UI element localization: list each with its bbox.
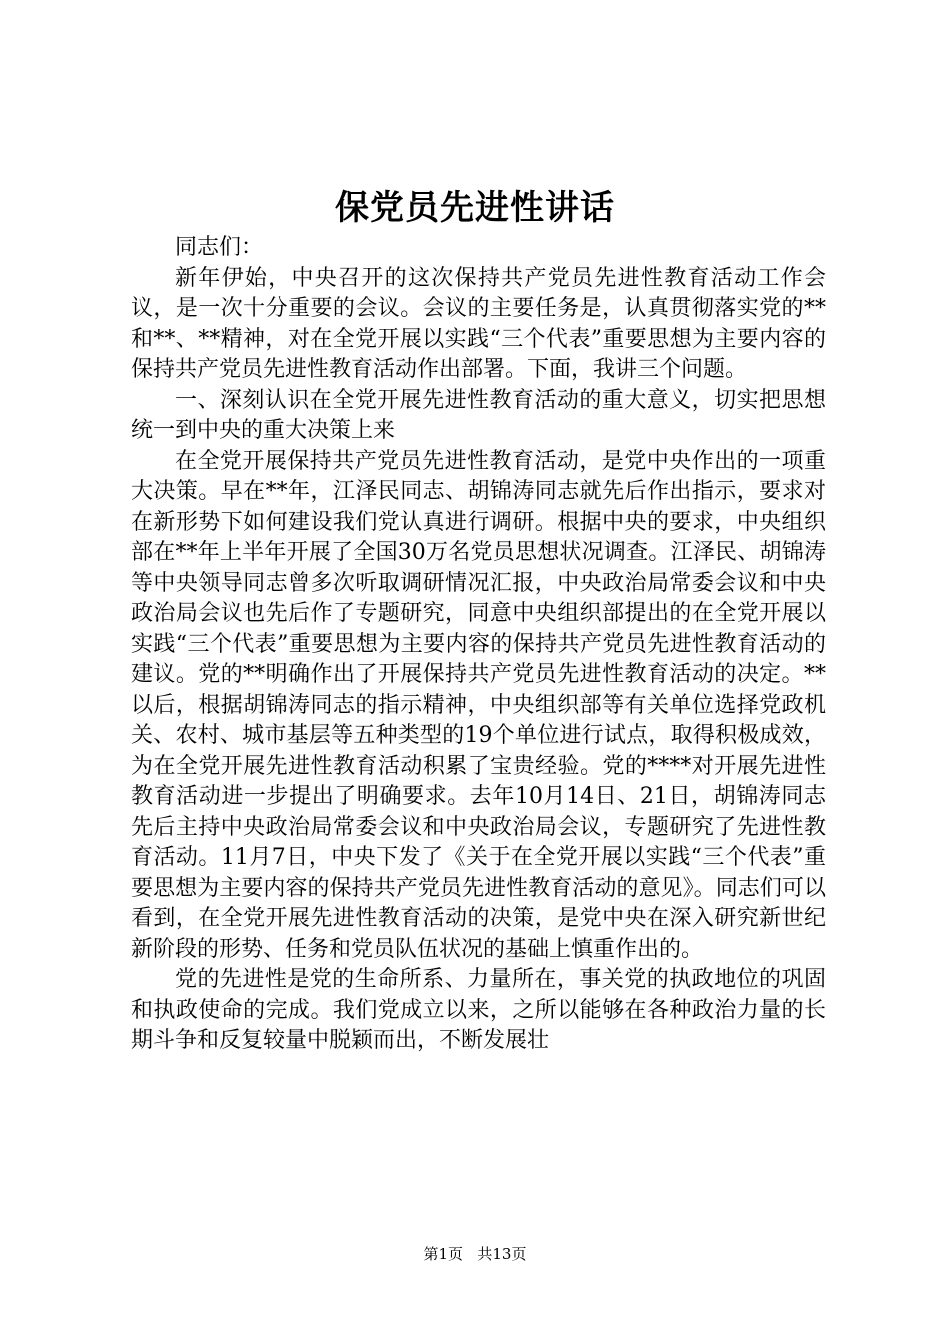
- document-body: [131, 233, 826, 1057]
- body-paragraph: 党的先进性是党的生命所系、力量所在，事关党的执政地位的巩固和执政使命的完成。我们党成立以来，之所以能够在各种政治力量的长期斗争和反复较量中脱颖而出，不断发展壮: [131, 967, 826, 1053]
- document-title: 保党员先进性讲话: [335, 188, 615, 228]
- page-spacer: [468, 1245, 473, 1263]
- page-footer: [0, 1242, 950, 1266]
- page-number: 第1页: [423, 1245, 464, 1263]
- body-paragraph: 在全党开展保持共产党员先进性教育活动，是党中央作出的一项重大决策。早在**年，江泽民同志、胡锦涛同志就先后作出指示，要求对在新形势下如何建设我们党认真进行调研。根据中央的要求，中央组织部在**年上半年开展了全国30万名党员思想状况调查。江泽民、胡锦涛等中央领导同志曾多次听取调研情况汇报，中央政治局常委会议和中央政治局会议也先后作了专题研究，同意中央组织部提出的在全党开展以实践“三个代表”重要思想为主要内容的保持共产党员先进性教育活动的建议。党的**明确作出了开展保持共产党员先进性教育活动的决定。**以后，根据胡锦涛同志的指示精神，中央组织部等有关单位选择党政机关、农村、城市基层等五种类型的19个单位进行试点，取得积极成效，为在全党开展先进性教育活动积累了宝贵经验。党的****对开展先进性教育活动进一步提出了明确要求。去年10月14日、21日，胡锦涛同志先后主持中央政治局常委会议和中央政治局会议，专题研究了先进性教育活动。11月7日，中央下发了《关于在全党开展以实践“三个代表”重要思想为主要内容的保持共产党员先进性教育活动的意见》。同志们可以看到，在全党开展先进性教育活动的决策，是党中央在深入研究新世纪新阶段的形势、任务和党员队伍状况的基础上慎重作出的。: [131, 448, 826, 962]
- page-total: 共13页: [477, 1245, 527, 1263]
- intro-paragraph: 新年伊始，中央召开的这次保持共产党员先进性教育活动工作会议，是一次十分重要的会议。会议的主要任务是，认真贯彻落实党的**和**、**精神，对在全党开展以实践“三个代表”重要思想为主要内容的保持共产党员先进性教育活动作出部署。下面，我讲三个问题。: [131, 265, 826, 382]
- section-heading-paragraph: 一、深刻认识在全党开展先进性教育活动的重大意义，切实把思想统一到中央的重大决策上来: [131, 387, 826, 443]
- salutation-paragraph: 同志们：: [175, 235, 264, 260]
